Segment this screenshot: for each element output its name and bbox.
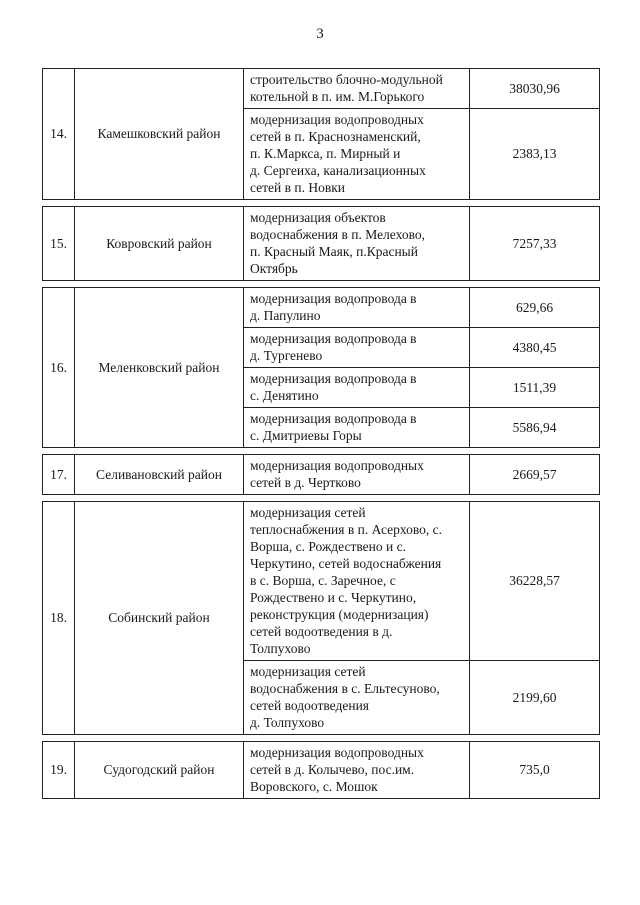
project-description: модернизация сетей водоснабжения в с. Ельтесуново, сетей водоотведения д. Толпухово: [244, 661, 470, 734]
project-description: модернизация объектов водоснабжения в п. Мелехово, п. Красный Маяк, п.Красный Октябрь: [244, 207, 470, 280]
table-row: [244, 502, 599, 660]
table-group: [42, 206, 600, 281]
row-number: 16.: [43, 288, 75, 447]
project-amount: 1511,39: [512, 379, 557, 395]
project-amount: 4380,45: [512, 339, 557, 355]
district-name: Судогодский район: [75, 742, 244, 798]
table-row: [244, 407, 599, 447]
table-row: [244, 660, 599, 734]
row-number: 15.: [43, 207, 75, 280]
project-amount: 36228,57: [509, 573, 560, 588]
table-group: [42, 741, 600, 799]
project-description: модернизация водопровода в с. Дмитриевы Горы: [244, 408, 470, 447]
table-row: [244, 327, 599, 367]
project-description: модернизация водопровода в д. Тургенево: [244, 328, 470, 367]
project-amount: 629,66: [515, 299, 554, 315]
table-group: [42, 68, 600, 200]
district-name: Меленковский район: [75, 288, 244, 447]
project-amount: 38030,96: [509, 80, 560, 96]
table-group: [42, 501, 600, 735]
project-amount: 2669,57: [512, 466, 557, 482]
row-number: 19.: [43, 742, 75, 798]
project-amount: 2383,13: [512, 146, 557, 161]
table-row: [244, 69, 599, 108]
row-number: 17.: [43, 455, 75, 494]
district-name: Селивановский район: [75, 455, 244, 494]
district-name: Камешковский район: [75, 69, 244, 199]
project-description: модернизация сетей теплоснабжения в п. Асерхово, с. Ворша, с. Рождествено и с. Черкутино, сетей водоснабжения в с. Ворша, с. Заречное, с Рождествено и с. Черкутино, реконструкция (модернизация) сетей водоотведения в д. Толпухово: [244, 502, 470, 660]
page-number: 3: [316, 26, 324, 42]
table-group: [42, 287, 600, 448]
project-description: модернизация водопровода в д. Папулино: [244, 288, 470, 327]
table-row: [244, 207, 599, 280]
district-name: Ковровский район: [75, 207, 244, 280]
project-description: модернизация водопровода в с. Денятино: [244, 368, 470, 407]
row-number: 14.: [43, 69, 75, 199]
table-row: [244, 455, 599, 494]
project-description: модернизация водопроводных сетей в д. Колычево, пос.им. Воровского, с. Мошок: [244, 742, 470, 798]
project-description: модернизация водопроводных сетей в п. Краснознаменский, п. К.Маркса, п. Мирный и д. Сергеиха, канализационных сетей в п. Новки: [244, 109, 470, 199]
project-description: строительство блочно-модульной котельной в п. им. М.Горького: [244, 69, 470, 108]
projects-table: [42, 68, 600, 799]
table-row: [244, 367, 599, 407]
table-row: [244, 288, 599, 327]
table-group: [42, 454, 600, 495]
row-number: 18.: [43, 502, 75, 734]
project-amount: 7257,33: [512, 235, 557, 251]
table-row: [244, 742, 599, 798]
table-row: [244, 108, 599, 199]
district-name: Собинский район: [75, 502, 244, 734]
project-amount: 5586,94: [512, 419, 557, 435]
project-description: модернизация водопроводных сетей в д. Чертково: [244, 455, 470, 494]
project-amount: 2199,60: [512, 689, 557, 705]
project-amount: 735,0: [519, 762, 550, 777]
